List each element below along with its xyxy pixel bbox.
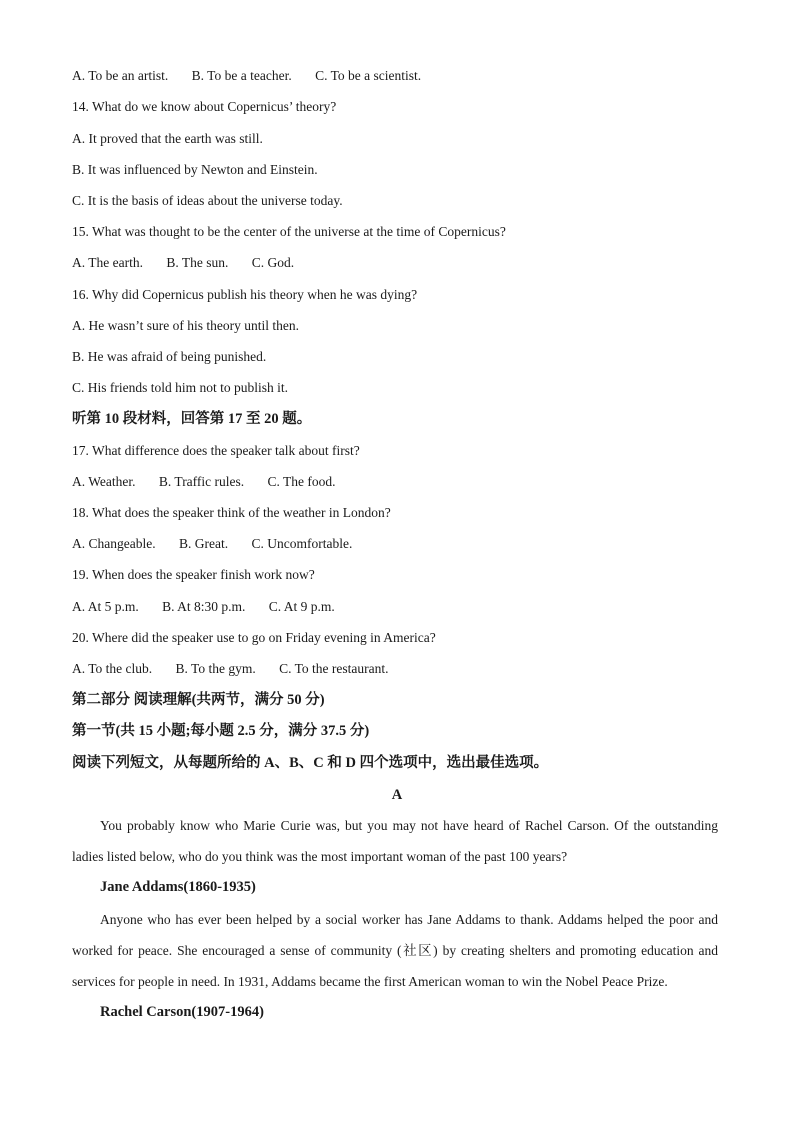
person2-heading: Rachel Carson(1907-1964) — [100, 1004, 264, 1020]
q19-option-b[interactable]: B. At 8:30 p.m. — [162, 599, 246, 614]
q16-option-a[interactable]: A. He wasn’t sure of his theory until then. — [72, 318, 299, 333]
q15-question: 15. What was thought to be the center of the universe at the time of Copernicus? — [72, 224, 506, 239]
person1-paragraph-text: Anyone who has ever been helped by a social worker has Jane Addams to thank. Addams helped the poor and worked for peace. She encouraged a sense of community (社区) by creating shelters and promoting education and services for people in need. In 1931, Addams became the first American woman to win the Nobel Peace Prize. — [72, 912, 718, 989]
reading-instruction: 阅读下列短文，从每题所给的 A、B、C 和 D 四个选项中，选出最佳选项。 — [72, 755, 549, 771]
q18-options — [72, 535, 352, 553]
q19-options — [72, 598, 335, 616]
q15-option-b[interactable]: B. The sun. — [166, 255, 229, 270]
q16-question: 16. Why did Copernicus publish his theory when he was dying? — [72, 287, 418, 302]
q19-option-a[interactable]: A. At 5 p.m. — [72, 599, 139, 614]
q20-question: 20. Where did the speaker use to go on Friday evening in America? — [72, 630, 436, 645]
section10-instruction: 听第 10 段材料，回答第 17 至 20 题。 — [72, 411, 312, 427]
q20-option-b[interactable]: B. To the gym. — [175, 661, 256, 676]
section1-heading: 第一节(共 15 小题;每小题 2.5 分，满分 37.5 分) — [72, 723, 370, 739]
q16-option-c[interactable]: C. His friends told him not to publish it. — [72, 380, 289, 395]
q15-options — [72, 254, 294, 272]
q13-option-a[interactable]: A. To be an artist. — [72, 68, 169, 83]
q13-option-c[interactable]: C. To be a scientist. — [315, 68, 422, 83]
q17-option-c[interactable]: C. The food. — [267, 474, 336, 489]
passage-label: A — [391, 787, 403, 803]
q18-option-b[interactable]: B. Great. — [178, 536, 229, 551]
q20-option-c[interactable]: C. To the restaurant. — [279, 661, 389, 676]
q20-option-a[interactable]: A. To the club. — [72, 661, 153, 676]
part2-heading: 第二部分 阅读理解(共两节，满分 50 分) — [72, 692, 325, 708]
q18-option-c[interactable]: C. Uncomfortable. — [251, 536, 353, 551]
q18-question: 18. What does the speaker think of the weather in London? — [72, 505, 391, 520]
q19-question: 19. When does the speaker finish work now? — [72, 567, 315, 582]
q14-option-a[interactable]: A. It proved that the earth was still. — [72, 131, 263, 146]
q18-option-a[interactable]: A. Changeable. — [72, 536, 156, 551]
q15-option-c[interactable]: C. God. — [251, 255, 295, 270]
q19-option-c[interactable]: C. At 9 p.m. — [268, 599, 335, 614]
q14-option-b[interactable]: B. It was influenced by Newton and Einstein. — [72, 162, 318, 177]
person1-paragraph — [72, 904, 718, 997]
q14-option-c[interactable]: C. It is the basis of ideas about the universe today. — [72, 193, 343, 208]
q16-option-b[interactable]: B. He was afraid of being punished. — [72, 349, 267, 364]
person1-heading: Jane Addams(1860-1935) — [100, 879, 256, 895]
q15-option-a[interactable]: A. The earth. — [72, 255, 143, 270]
q14-question: 14. What do we know about Copernicus’ theory? — [72, 99, 337, 114]
q13-option-b[interactable]: B. To be a teacher. — [191, 68, 292, 83]
q17-option-a[interactable]: A. Weather. — [72, 474, 136, 489]
q13-options — [72, 67, 421, 85]
intro-paragraph — [72, 810, 718, 872]
q20-options — [72, 660, 389, 678]
q17-question: 17. What difference does the speaker talk about first? — [72, 443, 360, 458]
q17-option-b[interactable]: B. Traffic rules. — [158, 474, 245, 489]
q17-options — [72, 473, 336, 491]
intro-paragraph-text: You probably know who Marie Curie was, but you may not have heard of Rachel Carson. Of the outstanding ladies listed below, who do you think was the most important woman of the past 100 years? — [72, 818, 718, 864]
